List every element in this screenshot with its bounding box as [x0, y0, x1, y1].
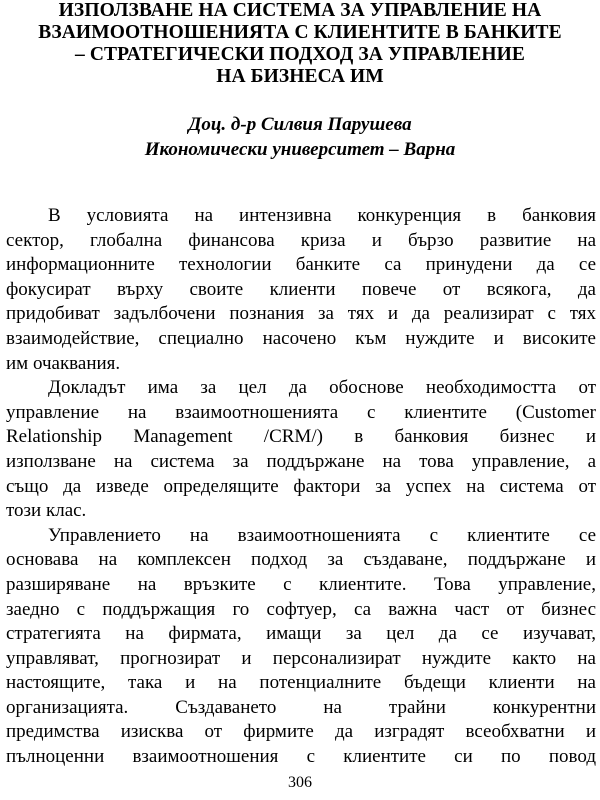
paragraph-1: [6, 204, 596, 376]
text-line: настоящите, така и на потенциалните бъдещи клиенти на: [6, 672, 596, 694]
text-line: заедно с поддържащия го софтуер, са важна част от бизнес: [6, 598, 596, 620]
author-affiliation: Икономически университет – Варна: [144, 139, 456, 160]
body-text: [6, 204, 596, 770]
text-line: този клас.: [6, 500, 87, 522]
title-line: ВЗАИМООТНОШЕНИЯТА С КЛИЕНТИТЕ В БАНКИТЕ: [38, 22, 562, 43]
paper-title: [8, 0, 592, 88]
author-name: Доц. д-р Силвия Парушева: [188, 114, 412, 135]
text-line: управление на взаимоотношенията с клиентите (Customer: [6, 401, 596, 423]
text-line: основава на комплексен подход за създаване, поддържане и: [6, 549, 596, 571]
title-line: – СТРАТЕГИЧЕСКИ ПОДХОД ЗА УПРАВЛЕНИЕ: [75, 44, 525, 65]
paragraph-3: [6, 524, 596, 770]
text-line: управляват, прогнозират и персонализират нуждите както на: [6, 647, 596, 669]
text-line: информационните технологии банките са принудени да се: [6, 254, 596, 276]
paragraph-2: [6, 376, 596, 524]
text-line: използване на система за поддържане на това управление, а: [6, 450, 596, 472]
text-line: Докладът има за цел да обоснове необходимостта от: [48, 377, 596, 399]
text-line: разширяване на връзките с клиентите. Това управление,: [6, 573, 596, 595]
page-number: 306: [288, 774, 312, 791]
text-line: взаимодействие, специално насочено към нуждите и високите: [6, 327, 596, 349]
text-line: стратегията на фирмата, имащи за цел да се изучават,: [6, 623, 596, 645]
title-line: НА БИЗНЕСА ИМ: [216, 66, 384, 87]
text-line: Управлението на взаимоотношенията с клиентите се: [48, 524, 596, 546]
text-line: организацията. Създаването на трайни конкурентни: [6, 696, 596, 718]
text-line: сектор, глобална финансова криза и бързо развитие на: [6, 229, 596, 251]
text-line: предимства изисква от фирмите да изградят всеобхватни и: [6, 721, 596, 743]
text-line: Relationship Management /CRM/) в банковия бизнес и: [6, 426, 596, 448]
text-line: също да изведе определящите фактори за успех на система от: [6, 475, 596, 497]
title-line: ИЗПОЛЗВАНЕ НА СИСТЕМА ЗА УПРАВЛЕНИЕ НА: [58, 0, 542, 21]
text-line: придобиват задълбочени познания за тях и да реализират с тях: [6, 303, 596, 325]
text-line: пълноценни взаимоотношения с клиентите си по повод: [6, 746, 596, 768]
text-line: В условията на интензивна конкуренция в банковия: [48, 205, 596, 226]
text-line: фокусират върху своите клиенти повече от всякога, да: [6, 278, 596, 300]
text-line: им очаквания.: [6, 352, 121, 374]
